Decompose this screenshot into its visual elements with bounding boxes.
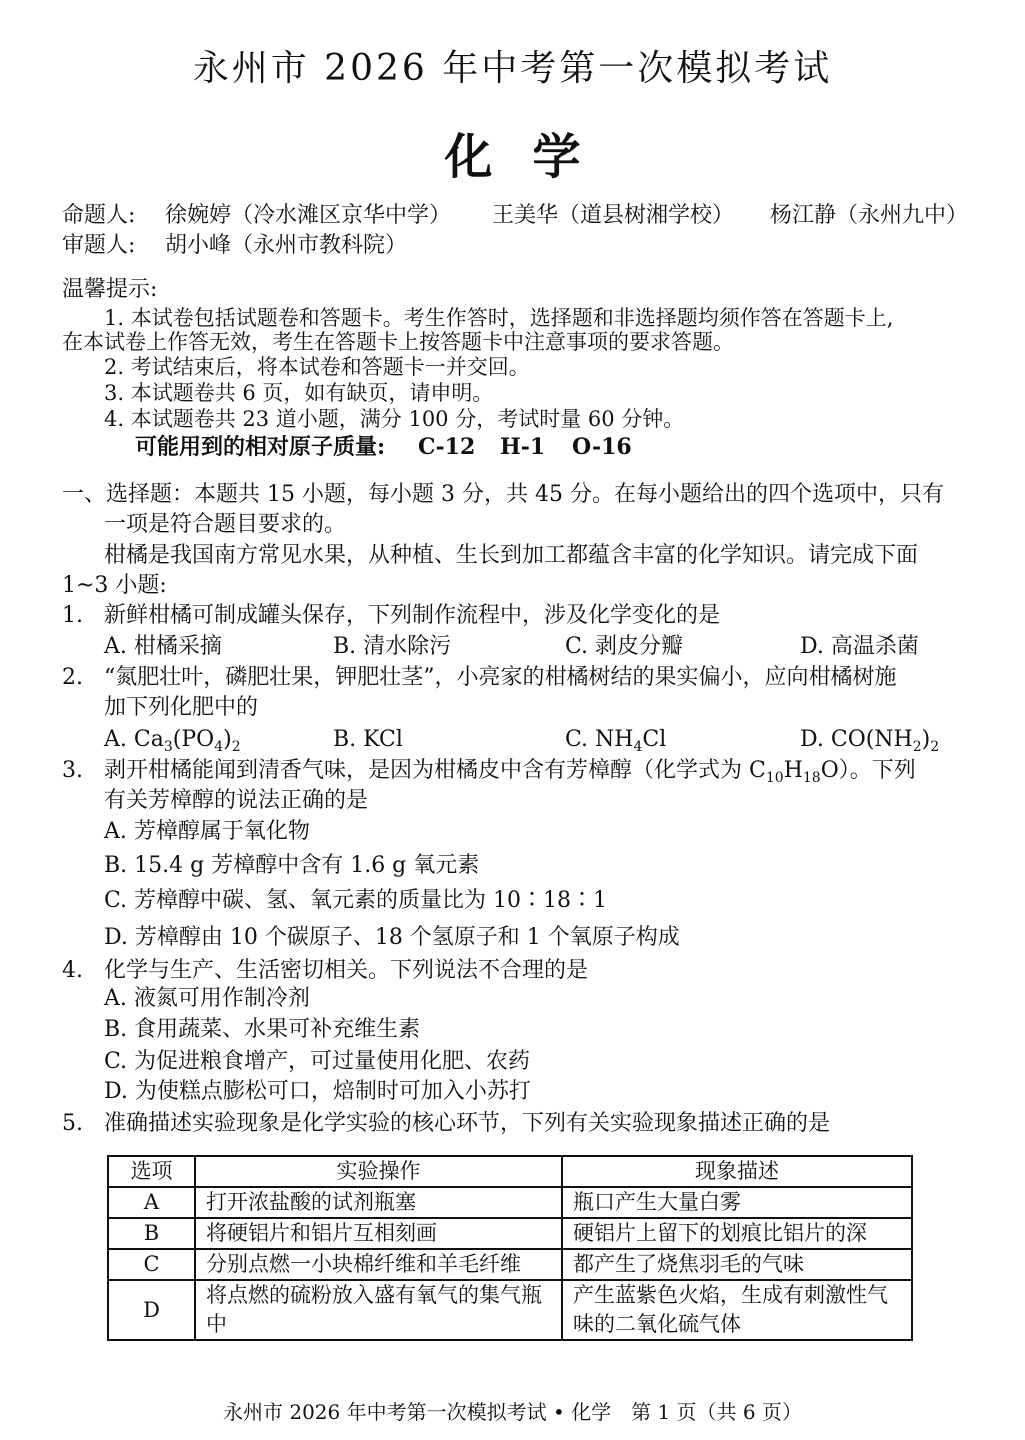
q2-stem-line-2: 加下列化肥中的	[104, 695, 259, 720]
q2-option-a: A. $Ca_3(PO_4)_2$	[104, 727, 241, 755]
q2-stem-line-1: “氮肥壮叶，磷肥壮果，钾肥壮茎”，小亮家的柑橘树结的果实偏小，应向柑橘树施	[104, 665, 897, 690]
notice-item-1-line-2: 在本试卷上作答无效，考生在答题卡上按答题卡中注意事项的要求答题。	[62, 330, 734, 354]
row-operation: 打开浓盐酸的试剂瓶塞	[195, 1187, 562, 1218]
q3-option-d: D. 芳樟醇由 10 个碳原子、18 个氢原子和 1 个氧原子构成	[104, 925, 680, 950]
row-phenomenon: 产生蓝紫色火焰，生成有刺激性气味的二氧化硫气体	[562, 1280, 912, 1340]
exam-title: 永州市 2026 年中考第一次模拟考试	[192, 48, 833, 89]
notice-item-4: 4. 本试题卷共 23 道小题，满分 100 分，考试时量 60 分钟。	[104, 407, 685, 431]
table-row	[108, 1280, 912, 1340]
atomic-mass-c: C-12	[418, 434, 476, 460]
page-footer: 永州市 2026 年中考第一次模拟考试 • 化学 第 1 页（共 6 页）	[222, 1400, 802, 1424]
q4-option-b: B. 食用蔬菜、水果可补充维生素	[104, 1017, 421, 1042]
header-operation: 实验操作	[195, 1156, 562, 1187]
q3-stem-line-2: 有关芳樟醇的说法正确的是	[104, 788, 369, 813]
q2-option-c: C. $NH_4Cl$	[565, 727, 667, 755]
row-option: D	[108, 1280, 195, 1340]
q4-option-d: D. 为使糕点膨松可口，焙制时可加入小苏打	[104, 1079, 531, 1104]
q1-option-d: D. 高温杀菌	[800, 634, 919, 659]
proposer-2: 王美华（道县树湘学校）	[492, 203, 735, 228]
atomic-mass-o: O-16	[572, 434, 632, 460]
atomic-mass-h: H-1	[500, 434, 546, 460]
row-phenomenon: 都产生了烧焦羽毛的气味	[562, 1249, 912, 1280]
proposer-3: 杨江静（永州九中）	[770, 203, 969, 228]
notice-item-3: 3. 本试题卷共 6 页，如有缺页，请申明。	[104, 381, 494, 405]
q5-table	[107, 1155, 913, 1341]
reviewer: 胡小峰（永州市教科院）	[165, 233, 408, 258]
table-header-row	[108, 1156, 912, 1187]
row-option: B	[108, 1218, 195, 1249]
q3-number: 3.	[62, 758, 83, 783]
reviewer-label: 审题人:	[62, 233, 136, 258]
q3-option-c: C. 芳樟醇中碳、氢、氧元素的质量比为 10∶18∶1	[104, 888, 608, 913]
section-1-heading-line-2: 一项是符合题目要求的。	[104, 512, 347, 537]
section-1-intro-line-1: 柑橘是我国南方常见水果，从种植、生长到加工都蕴含丰富的化学知识。请完成下面	[104, 543, 919, 568]
q4-option-c: C. 为促进粮食增产，可过量使用化肥、农药	[104, 1049, 531, 1074]
row-phenomenon: 硬铝片上留下的划痕比铝片的深	[562, 1218, 912, 1249]
table-row	[108, 1249, 912, 1280]
row-operation: 分别点燃一小块棉纤维和羊毛纤维	[195, 1249, 562, 1280]
q3-stem-line-1: 剥开柑橘能闻到清香气味，是因为柑橘皮中含有芳樟醇（化学式为 $C_{10}H_{18}O$）。下列	[104, 758, 916, 786]
proposer-1: 徐婉婷（冷水滩区京华中学）	[165, 203, 452, 228]
notice-item-1-line-1: 1. 本试卷包括试题卷和答题卡。考生作答时，选择题和非选择题均须作答在答题卡上,	[104, 306, 894, 330]
section-1-intro-line-2: 1~3 小题:	[62, 573, 167, 598]
q2-number: 2.	[62, 665, 83, 690]
q4-option-a: A. 液氮可用作制冷剂	[104, 986, 310, 1011]
subject-title: 化学	[444, 129, 621, 185]
row-option: A	[108, 1187, 195, 1218]
proposer-label: 命题人:	[62, 203, 136, 228]
q5-stem: 准确描述实验现象是化学实验的核心环节，下列有关实验现象描述正确的是	[104, 1111, 831, 1136]
row-operation: 将硬铝片和铝片互相刻画	[195, 1218, 562, 1249]
row-operation: 将点燃的硫粉放入盛有氧气的集气瓶中	[195, 1280, 562, 1340]
table-row	[108, 1218, 912, 1249]
q3-option-a: A. 芳樟醇属于氧化物	[104, 819, 310, 844]
atomic-mass-label: 可能用到的相对原子质量:	[135, 434, 386, 460]
q2-option-b: B. KCl	[333, 727, 403, 752]
header-phenomenon: 现象描述	[562, 1156, 912, 1187]
table-row	[108, 1187, 912, 1218]
q4-stem: 化学与生产、生活密切相关。下列说法不合理的是	[104, 958, 589, 983]
header-option: 选项	[108, 1156, 195, 1187]
q1-option-b: B. 清水除污	[333, 634, 452, 659]
q2-option-d: D. $CO(NH_2)_2$	[800, 727, 940, 755]
row-option: C	[108, 1249, 195, 1280]
row-phenomenon: 瓶口产生大量白雾	[562, 1187, 912, 1218]
notice-item-2: 2. 考试结束后，将本试卷和答题卡一并交回。	[104, 355, 530, 379]
q5-number: 5.	[62, 1111, 83, 1136]
q1-stem: 新鲜柑橘可制成罐头保存，下列制作流程中，涉及化学变化的是	[104, 603, 721, 628]
q1-number: 1.	[62, 603, 83, 628]
section-1-heading-line-1: 一、选择题：本题共 15 小题，每小题 3 分，共 45 分。在每小题给出的四个选项中，只有	[62, 482, 944, 507]
q1-option-a: A. 柑橘采摘	[104, 634, 222, 659]
q1-option-c: C. 剥皮分瓣	[565, 634, 684, 659]
notice-heading: 温馨提示:	[62, 277, 158, 302]
q4-number: 4.	[62, 958, 83, 983]
q3-option-b: B. 15.4 g 芳樟醇中含有 1.6 g 氧元素	[104, 853, 480, 878]
